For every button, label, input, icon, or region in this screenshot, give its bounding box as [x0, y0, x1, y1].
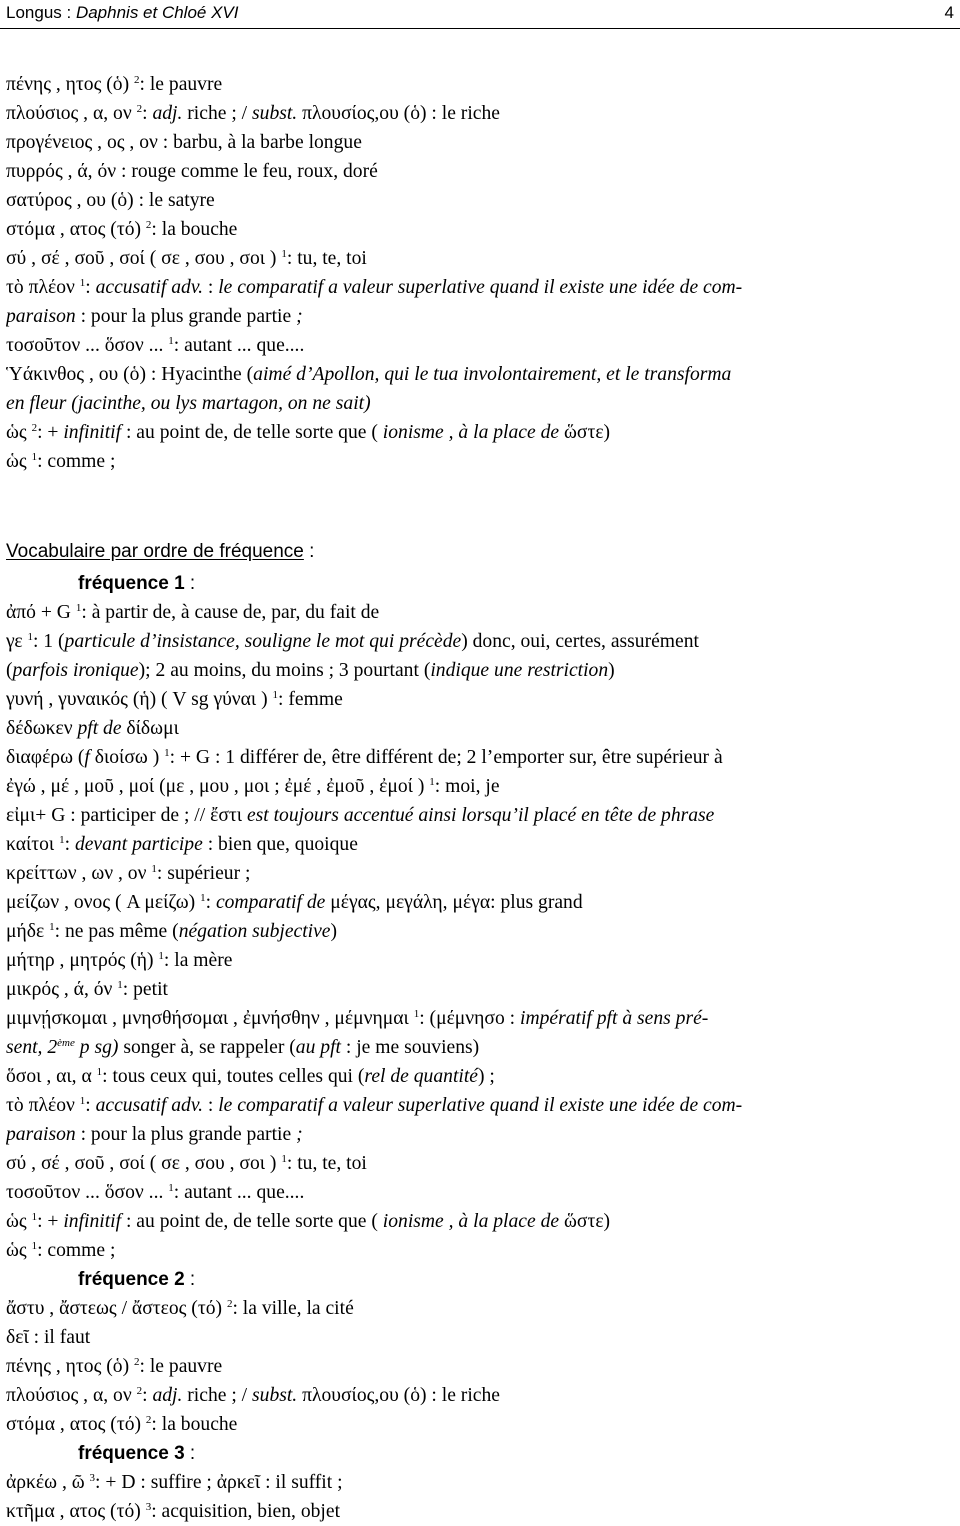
- line-text: ἐγώ , μέ , μοῦ , μοί (με , μου , μοι ; ἐμέ , ἐμοῦ , ἐμοί ): [6, 776, 430, 797]
- line-text: ) donc, oui, certes, assurément: [461, 631, 699, 652]
- line-text: πλουσίος,ου (ὁ) : le riche: [297, 103, 500, 124]
- line-text: 1: [281, 248, 287, 260]
- line-text: 2: [145, 1414, 152, 1426]
- line-text: parfois ironique: [12, 660, 139, 681]
- line-text: τοσοῦτον ... ὅσον ...: [6, 1182, 169, 1203]
- line-text: 2: [145, 219, 152, 231]
- line-text: γυνή , γυναικός (ἡ) ( V sg γύναι ): [6, 689, 273, 710]
- line-text: : (μέμνησο :: [419, 1008, 521, 1029]
- vocab-line: [6, 215, 956, 244]
- line-text: μείζων , ονος ( A μείζω): [6, 892, 201, 913]
- line-text: : ne pas même (: [54, 921, 179, 942]
- line-text: δεῖ : il faut: [6, 1327, 91, 1348]
- line-text: ὥστε): [559, 1211, 611, 1232]
- line-text: : tu, te, toi: [286, 1153, 367, 1174]
- line-text: ὡς: [6, 1240, 32, 1261]
- line-text: : moi, je: [434, 776, 500, 797]
- vocab-line: [6, 772, 956, 801]
- line-text: προγένειος , ος , ον : barbu, à la barbe longue: [6, 132, 362, 153]
- line-text: : supérieur ;: [156, 863, 251, 884]
- line-text: Ὑάκινθος , ου (ὁ) : Hyacinthe (: [6, 364, 254, 385]
- line-text: 1: [31, 1240, 38, 1252]
- line-text: le comparatif a valeur superlative quand il existe une idée de com-: [218, 277, 743, 298]
- line-text: :: [142, 103, 153, 124]
- line-text: :: [202, 1095, 219, 1116]
- line-text: adj.: [152, 1385, 183, 1406]
- line-text: : comme ;: [37, 1240, 116, 1261]
- line-text: : acquisition, bien, objet: [151, 1501, 341, 1522]
- line-text: ;: [296, 1124, 303, 1145]
- line-text: en fleur (jacinthe, ou lys martagon, on ne sait): [6, 393, 371, 414]
- line-text: ionisme , à la place de: [382, 422, 560, 443]
- vocab-line: [6, 801, 956, 830]
- line-text: μήτηρ , μητρός (ἡ): [6, 950, 159, 971]
- line-text: adj.: [152, 103, 183, 124]
- line-text: subst.: [252, 103, 298, 124]
- line-text: accusatif adv.: [95, 1095, 203, 1116]
- line-text: 2: [226, 1298, 233, 1310]
- line-text: 1: [96, 1066, 103, 1078]
- line-text: 1: [79, 277, 86, 289]
- line-text: fréquence 3: [78, 1443, 185, 1464]
- line-text: :: [303, 541, 315, 562]
- line-text: 2: [136, 1385, 143, 1397]
- line-text: ;: [296, 306, 303, 327]
- vocab-line: [6, 1381, 956, 1410]
- vocab-line: [6, 128, 956, 157]
- line-text: : la bouche: [151, 1414, 238, 1435]
- line-text: :: [85, 1095, 96, 1116]
- vocab-line: [6, 186, 956, 215]
- vocab-line: [6, 975, 956, 1004]
- line-text: 1: [59, 834, 65, 846]
- line-text: 2: [134, 74, 140, 86]
- header-rule: [0, 28, 960, 29]
- line-text: : +: [37, 422, 64, 443]
- line-text: πλούσιος , α, ον: [6, 103, 137, 124]
- line-text: : le pauvre: [139, 1356, 223, 1377]
- line-text: indique une restriction: [430, 660, 609, 681]
- vocab-line: [6, 598, 956, 627]
- line-text: infinitif: [63, 422, 122, 443]
- line-text: ἀρκέω , ῶ: [6, 1472, 90, 1493]
- line-text: négation subjective: [178, 921, 331, 942]
- vocab-line: [6, 946, 956, 975]
- line-text: σύ , σέ , σοῦ , σοί ( σε , σου , σοι ): [6, 248, 282, 269]
- line-text: πυρρός , ά, όν : rouge comme le feu, roux, doré: [6, 161, 378, 182]
- line-text: 1: [27, 631, 33, 643]
- line-text: τοσοῦτον ... ὅσον ...: [6, 335, 169, 356]
- line-text: πλουσίος,ου (ὁ) : le riche: [297, 1385, 500, 1406]
- vocab-line: [6, 656, 956, 685]
- line-text: comparatif de: [215, 892, 326, 913]
- line-text: : 1 (: [32, 631, 65, 652]
- line-text: 1: [272, 689, 279, 701]
- line-text: songer à, se rappeler (: [118, 1037, 296, 1058]
- line-text: : la ville, la cité: [232, 1298, 354, 1319]
- line-text: μικρός , ά, όν: [6, 979, 118, 1000]
- line-text: 2: [136, 103, 143, 115]
- line-text: :: [184, 573, 196, 594]
- line-text: :: [64, 834, 75, 855]
- vocab-line: [6, 1294, 956, 1323]
- line-text: στόμα , ατος (τό): [6, 219, 146, 240]
- line-text: πλούσιος , α, ον: [6, 1385, 137, 1406]
- line-text: ὥστε): [559, 422, 611, 443]
- line-text: pft de: [77, 718, 122, 739]
- vocab-line: [6, 302, 956, 331]
- line-text: 1: [158, 950, 164, 962]
- line-text: ): [608, 660, 615, 681]
- vocab-line: [6, 627, 956, 656]
- line-text: 1: [168, 1182, 174, 1194]
- line-text: 3: [89, 1472, 96, 1484]
- line-text: 1: [281, 1153, 287, 1165]
- line-text: 1: [200, 892, 206, 904]
- frequency-heading: [6, 1439, 956, 1468]
- line-text: διοίσω ): [89, 747, 165, 768]
- vocab-line: [6, 389, 956, 418]
- line-text: 1: [429, 776, 435, 788]
- line-text: : la mère: [163, 950, 233, 971]
- line-text: ) ;: [477, 1066, 495, 1087]
- vocab-line: [6, 1091, 956, 1120]
- line-text: κρείττων , ων , ον: [6, 863, 152, 884]
- line-text: κτῆμα , ατος (τό): [6, 1501, 146, 1522]
- line-text: paraison: [6, 306, 76, 327]
- vocab-line: [6, 1120, 956, 1149]
- line-text: δέδωκεν: [6, 718, 78, 739]
- vocab-line: [6, 743, 956, 772]
- vocab-line: [6, 1033, 956, 1062]
- line-text: εἰμι+ G : participer de ; // ἔστι: [6, 805, 247, 826]
- vocab-line: [6, 917, 956, 946]
- vocab-line: [6, 1497, 956, 1526]
- page-number: 4: [944, 3, 954, 22]
- line-text: 1: [31, 1211, 38, 1223]
- line-text: : +: [37, 1211, 64, 1232]
- line-text: : tous ceux qui, toutes celles qui (: [102, 1066, 365, 1087]
- line-text: (: [6, 660, 13, 681]
- line-text: f: [84, 747, 90, 768]
- section-heading: [6, 534, 956, 569]
- line-text: : femme: [278, 689, 343, 710]
- line-text: 1: [75, 602, 82, 614]
- vocab-line: [6, 244, 956, 273]
- vocab-line: [6, 1410, 956, 1439]
- line-text: : + D : suffire ; ἀρκεῖ : il suffit ;: [95, 1472, 343, 1493]
- line-text: : au point de, de telle sorte que (: [121, 422, 383, 443]
- vocab-line: [6, 1352, 956, 1381]
- vocab-line: [6, 1004, 956, 1033]
- line-text: : au point de, de telle sorte que (: [121, 1211, 383, 1232]
- line-text: ὡς: [6, 422, 32, 443]
- line-text: :: [202, 277, 219, 298]
- line-text: p sg): [74, 1037, 119, 1058]
- line-text: 2: [31, 422, 38, 434]
- vocab-line: [6, 1062, 956, 1091]
- vocab-line: [6, 859, 956, 888]
- line-text: aimé d’Apollon, qui le tua involontairement, et le transforma: [253, 364, 732, 385]
- line-text: fréquence 1: [78, 573, 185, 594]
- line-text: 2: [134, 1356, 140, 1368]
- vocab-line: [6, 685, 956, 714]
- vocab-line: [6, 1323, 956, 1352]
- line-text: 1: [151, 863, 157, 875]
- line-text: : + G : 1 différer de, être différent de; 2 l’emporter sur, être supérieur à: [169, 747, 723, 768]
- vocab-line: [6, 1236, 956, 1265]
- line-text: : le pauvre: [139, 74, 223, 95]
- line-text: le comparatif a valeur superlative quand il existe une idée de com-: [218, 1095, 743, 1116]
- line-text: 1: [49, 921, 55, 933]
- vocab-line: [6, 331, 956, 360]
- line-text: πένης , ητος (ὁ): [6, 1356, 135, 1377]
- line-text: πένης , ητος (ὁ): [6, 74, 135, 95]
- vocab-line: [6, 70, 956, 99]
- line-text: : je me souviens): [340, 1037, 480, 1058]
- frequency-heading: [6, 569, 956, 598]
- line-text: :: [184, 1269, 196, 1290]
- line-text: ): [330, 921, 338, 942]
- vocab-line: [6, 714, 956, 743]
- line-text: 1: [168, 335, 174, 347]
- line-text: στόμα , ατος (τό): [6, 1414, 146, 1435]
- vocab-line: [6, 360, 956, 389]
- line-text: τὸ πλέον: [6, 277, 80, 298]
- vocab-line: [6, 1207, 956, 1236]
- line-text: : bien que, quoique: [202, 834, 358, 855]
- line-text: ἀπό + G: [6, 602, 76, 623]
- line-text: τὸ πλέον: [6, 1095, 80, 1116]
- line-text: : petit: [122, 979, 168, 1000]
- line-text: devant participe: [74, 834, 203, 855]
- line-text: 1: [413, 1008, 420, 1020]
- line-text: ème: [57, 1037, 75, 1049]
- vocab-line: [6, 157, 956, 186]
- document-title: [6, 3, 239, 23]
- line-text: : autant ... que....: [173, 335, 305, 356]
- line-text: 1: [117, 979, 123, 991]
- vocab-line: [6, 447, 956, 476]
- line-text: infinitif: [63, 1211, 122, 1232]
- line-text: rel de quantité: [364, 1066, 478, 1087]
- line-text: μέγας, μεγάλη, μέγα: plus grand: [325, 892, 583, 913]
- title-work: Daphnis et Chloé XVI: [75, 3, 239, 22]
- line-text: : à partir de, à cause de, par, du fait de: [81, 602, 380, 623]
- vocab-line: [6, 273, 956, 302]
- line-text: :: [142, 1385, 153, 1406]
- frequency-heading: [6, 1265, 956, 1294]
- line-text: 1: [31, 451, 38, 463]
- line-text: paraison: [6, 1124, 76, 1145]
- line-text: μήδε: [6, 921, 50, 942]
- vocab-line: [6, 1149, 956, 1178]
- page-header: [6, 0, 954, 26]
- line-text: σατύρος , ου (ὁ) : le satyre: [6, 190, 215, 211]
- line-text: :: [184, 1443, 196, 1464]
- title-author: Longus :: [6, 3, 76, 22]
- line-text: :: [85, 277, 96, 298]
- line-text: sent, 2: [6, 1037, 58, 1058]
- line-text: : autant ... que....: [173, 1182, 305, 1203]
- line-text: : comme ;: [37, 451, 116, 472]
- line-text: riche ; /: [182, 1385, 253, 1406]
- line-text: διαφέρω (: [6, 747, 85, 768]
- vocab-line: [6, 830, 956, 859]
- line-text: riche ; /: [182, 103, 253, 124]
- line-text: Vocabulaire par ordre de fréquence: [6, 541, 304, 562]
- vocab-line: [6, 99, 956, 128]
- line-text: : pour la plus grande partie: [75, 1124, 297, 1145]
- line-text: δίδωμι: [121, 718, 179, 739]
- line-text: 1: [79, 1095, 86, 1107]
- line-text: fréquence 2: [78, 1269, 185, 1290]
- line-text: ); 2 au moins, du moins ; 3 pourtant (: [138, 660, 431, 681]
- line-text: au pft: [295, 1037, 341, 1058]
- vocabulary-list: [6, 70, 956, 1526]
- vocab-line: [6, 1468, 956, 1497]
- vocab-line: [6, 1178, 956, 1207]
- line-text: impératif pft à sens pré-: [520, 1008, 709, 1029]
- line-text: ὡς: [6, 451, 32, 472]
- line-text: :: [205, 892, 216, 913]
- line-text: ὅσοι , αι, α: [6, 1066, 97, 1087]
- line-text: : pour la plus grande partie: [75, 306, 297, 327]
- line-text: particule d’insistance, souligne le mot qui précède: [64, 631, 462, 652]
- line-text: subst.: [252, 1385, 298, 1406]
- line-text: est toujours accentué ainsi lorsqu’il placé en tête de phrase: [246, 805, 715, 826]
- vocab-line: [6, 888, 956, 917]
- line-text: καίτοι: [6, 834, 60, 855]
- line-text: 3: [145, 1501, 152, 1513]
- line-text: γε: [6, 631, 28, 652]
- blank-line: [6, 476, 956, 534]
- line-text: ionisme , à la place de: [382, 1211, 560, 1232]
- line-text: σύ , σέ , σοῦ , σοί ( σε , σου , σοι ): [6, 1153, 282, 1174]
- vocab-line: [6, 418, 956, 447]
- line-text: μιμνῄσκομαι , μνησθήσομαι , ἐμνήσθην , μέμνημαι: [6, 1008, 414, 1029]
- line-text: accusatif adv.: [95, 277, 203, 298]
- line-text: ἄστυ , ἄστεως / ἄστεος (τό): [6, 1298, 227, 1319]
- line-text: : la bouche: [151, 219, 238, 240]
- line-text: : tu, te, toi: [286, 248, 367, 269]
- line-text: ὡς: [6, 1211, 32, 1232]
- line-text: 1: [164, 747, 170, 759]
